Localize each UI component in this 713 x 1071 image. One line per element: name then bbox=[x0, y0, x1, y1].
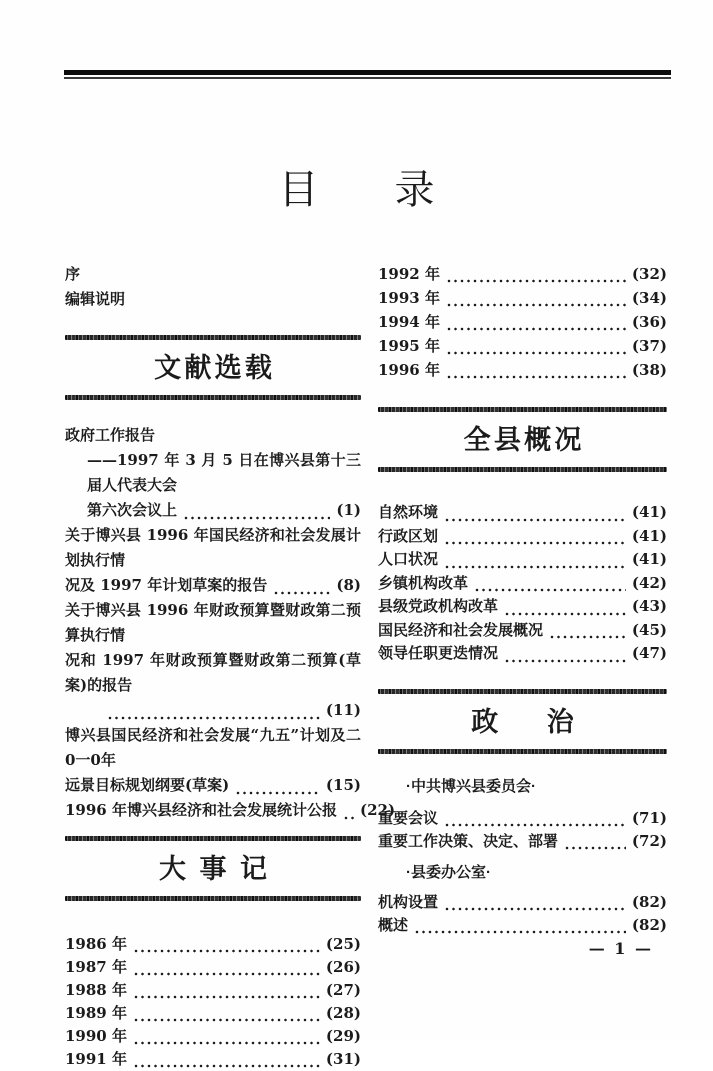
section-divider-bar bbox=[378, 689, 667, 694]
toc-entry bbox=[378, 572, 667, 596]
entry-page: (11) bbox=[325, 701, 361, 719]
entry-page: (26) bbox=[325, 958, 361, 976]
toc-entry bbox=[65, 933, 361, 956]
section-heading-events: 大事记 bbox=[159, 854, 281, 884]
entry-page: (82) bbox=[631, 915, 667, 934]
dot-leader bbox=[445, 518, 626, 522]
committee-office-entries bbox=[378, 891, 667, 937]
entry-page: (43) bbox=[631, 597, 667, 615]
toc-entry-line bbox=[65, 698, 361, 723]
toc-entry bbox=[378, 891, 667, 914]
toc-entry bbox=[65, 423, 361, 448]
entry-title: 博兴县国民经济和社会发展“九五”计划及二0一0年 bbox=[65, 726, 361, 769]
toc-entry bbox=[65, 979, 361, 1002]
toc-entry bbox=[65, 1025, 361, 1048]
party-committee-entries bbox=[378, 807, 667, 853]
entry-title: 关于博兴县 1996 年财政预算暨财政第二预算执行情 bbox=[65, 601, 361, 644]
toc-entry bbox=[378, 286, 667, 310]
toc-entry bbox=[65, 1002, 361, 1025]
dot-leader bbox=[274, 591, 330, 595]
subsection-heading-committee-office: ·县委办公室· bbox=[406, 863, 491, 881]
section-heading-politics: 政治 bbox=[471, 706, 623, 737]
toc-entry bbox=[65, 598, 361, 648]
entry-page: (71) bbox=[631, 808, 667, 827]
entry-page: (25) bbox=[325, 935, 361, 953]
entry-title: 况及 1997 年计划草案的报告 bbox=[65, 576, 268, 594]
toc-entry bbox=[65, 498, 361, 523]
entry-page: (31) bbox=[325, 1050, 361, 1068]
section-divider-bar bbox=[65, 836, 361, 841]
section-divider-bar bbox=[378, 749, 667, 754]
toc-entry bbox=[378, 914, 667, 937]
entry-title: 重要工作决策、决定、部署 bbox=[378, 831, 559, 850]
entry-title: 况和 1997 年财政预算暨财政第二预算(草案)的报告 bbox=[65, 651, 361, 694]
dot-leader bbox=[447, 351, 626, 355]
entry-title: 自然环境 bbox=[378, 503, 439, 521]
entry-title: ——1997 年 3 月 5 日在博兴县第十三届人代表大会 bbox=[87, 451, 361, 494]
dot-leader bbox=[475, 588, 626, 592]
entry-page: (82) bbox=[631, 892, 667, 911]
section-divider-bar bbox=[378, 407, 667, 412]
entry-title: 行政区划 bbox=[378, 526, 439, 545]
dot-leader bbox=[447, 303, 626, 307]
toc-entry-line bbox=[65, 573, 361, 598]
toc-entry bbox=[378, 501, 667, 525]
events-entries-left bbox=[65, 933, 361, 1071]
entry-title: 第六次会议上 bbox=[87, 501, 178, 519]
toc-entry-editorial-notes: 编辑说明 bbox=[65, 291, 126, 308]
section-divider-bar bbox=[65, 395, 361, 400]
dot-leader bbox=[445, 823, 626, 827]
entry-page: (41) bbox=[631, 526, 667, 545]
entry-title: 远景目标规划纲要(草案) bbox=[65, 776, 230, 794]
entry-page: (72) bbox=[631, 831, 667, 850]
entry-page: (38) bbox=[631, 361, 667, 379]
toc-entry bbox=[378, 642, 667, 666]
toc-entry bbox=[378, 262, 667, 286]
dot-leader bbox=[550, 635, 626, 639]
toc-entry bbox=[65, 798, 396, 823]
entry-title: 1992 年 bbox=[378, 265, 440, 283]
entry-title: 1993 年 bbox=[378, 289, 440, 307]
toc-entry-line bbox=[65, 648, 361, 698]
toc-entry-preface: 序 bbox=[65, 266, 81, 283]
toc-entry bbox=[65, 523, 361, 573]
entry-page: (37) bbox=[631, 337, 667, 355]
entry-title: 1988 年 bbox=[65, 981, 127, 999]
events-entries-right bbox=[378, 262, 667, 382]
entry-page: (41) bbox=[631, 550, 667, 568]
dot-leader bbox=[505, 612, 626, 616]
toc-entry bbox=[65, 956, 361, 979]
entry-title: 乡镇机构改革 bbox=[378, 573, 469, 592]
dot-leader bbox=[108, 716, 320, 720]
documents-entries bbox=[65, 423, 396, 823]
dot-leader bbox=[505, 659, 626, 663]
entry-title: 重要会议 bbox=[378, 808, 439, 827]
toc-entry-line bbox=[65, 773, 361, 798]
dot-leader bbox=[445, 565, 626, 569]
page-number-footer: — 1 — bbox=[588, 938, 653, 958]
dot-leader bbox=[344, 816, 354, 820]
dot-leader bbox=[134, 949, 320, 953]
overview-entries bbox=[378, 501, 667, 666]
entry-title: 1987 年 bbox=[65, 958, 127, 976]
dot-leader bbox=[236, 791, 320, 795]
dot-leader bbox=[447, 279, 626, 283]
toc-entry bbox=[378, 595, 667, 619]
dot-leader bbox=[134, 1018, 320, 1022]
entry-title: 机构设置 bbox=[378, 892, 439, 911]
entry-title: 国民经济和社会发展概况 bbox=[378, 620, 544, 639]
entry-title: 1995 年 bbox=[378, 337, 440, 355]
section-divider-bar bbox=[378, 467, 667, 472]
entry-title: 1990 年 bbox=[65, 1027, 127, 1045]
top-double-rule bbox=[64, 70, 671, 80]
dot-leader bbox=[447, 327, 626, 331]
toc-entry bbox=[378, 830, 667, 853]
entry-page: (15) bbox=[325, 776, 361, 794]
toc-entry bbox=[378, 310, 667, 334]
entry-title: 人口状况 bbox=[378, 550, 439, 568]
dot-leader bbox=[415, 930, 626, 934]
entry-page: (29) bbox=[325, 1027, 361, 1045]
toc-entry bbox=[378, 525, 667, 549]
entry-page: (34) bbox=[631, 289, 667, 307]
entry-page: (36) bbox=[631, 313, 667, 331]
section-heading-documents: 文献选载 bbox=[154, 353, 276, 383]
toc-entry bbox=[65, 723, 361, 773]
toc-entry bbox=[378, 358, 667, 382]
entry-page: (42) bbox=[631, 573, 667, 592]
toc-entry bbox=[378, 548, 667, 572]
entry-page: (47) bbox=[631, 644, 667, 662]
dot-leader bbox=[134, 995, 320, 999]
toc-entry bbox=[65, 1048, 361, 1071]
entry-title: 1996 年博兴县经济和社会发展统计公报 bbox=[65, 801, 337, 819]
dot-leader bbox=[184, 516, 330, 520]
subsection-heading-party-committee: ·中共博兴县委员会· bbox=[406, 777, 536, 795]
dot-leader bbox=[134, 1064, 320, 1068]
entry-title: 1996 年 bbox=[378, 361, 440, 379]
dot-leader bbox=[565, 846, 626, 850]
entry-title: 1989 年 bbox=[65, 1004, 127, 1022]
entry-page: (22) bbox=[359, 801, 396, 819]
entry-page: (32) bbox=[631, 265, 667, 283]
entry-title: 领导任职更迭情况 bbox=[378, 644, 499, 662]
dot-leader bbox=[445, 541, 626, 545]
entry-title: 1986 年 bbox=[65, 935, 127, 953]
entry-title: 1994 年 bbox=[378, 313, 440, 331]
entry-title: 1991 年 bbox=[65, 1050, 127, 1068]
toc-entry bbox=[378, 619, 667, 643]
toc-entry bbox=[378, 807, 667, 830]
entry-title: 政府工作报告 bbox=[65, 426, 156, 444]
page-title: 目录 bbox=[278, 167, 511, 213]
dot-leader bbox=[447, 375, 626, 379]
dot-leader bbox=[134, 1041, 320, 1045]
dot-leader bbox=[445, 907, 626, 911]
entry-page: (8) bbox=[336, 576, 361, 594]
entry-page: (1) bbox=[336, 501, 361, 519]
entry-page: (45) bbox=[631, 620, 667, 639]
toc-entry-line bbox=[65, 448, 361, 498]
section-heading-overview: 全县概况 bbox=[463, 425, 585, 455]
section-divider-bar bbox=[65, 335, 361, 340]
entry-page: (41) bbox=[631, 503, 667, 521]
entry-title: 县级党政机构改革 bbox=[378, 597, 499, 615]
dot-leader bbox=[134, 972, 320, 976]
entry-title: 概述 bbox=[378, 915, 409, 934]
entry-title: 关于博兴县 1996 年国民经济和社会发展计划执行情 bbox=[65, 526, 361, 569]
entry-page: (27) bbox=[325, 981, 361, 999]
entry-page: (28) bbox=[325, 1004, 361, 1022]
toc-entry bbox=[378, 334, 667, 358]
section-divider-bar bbox=[65, 896, 361, 901]
column-right bbox=[378, 262, 667, 958]
